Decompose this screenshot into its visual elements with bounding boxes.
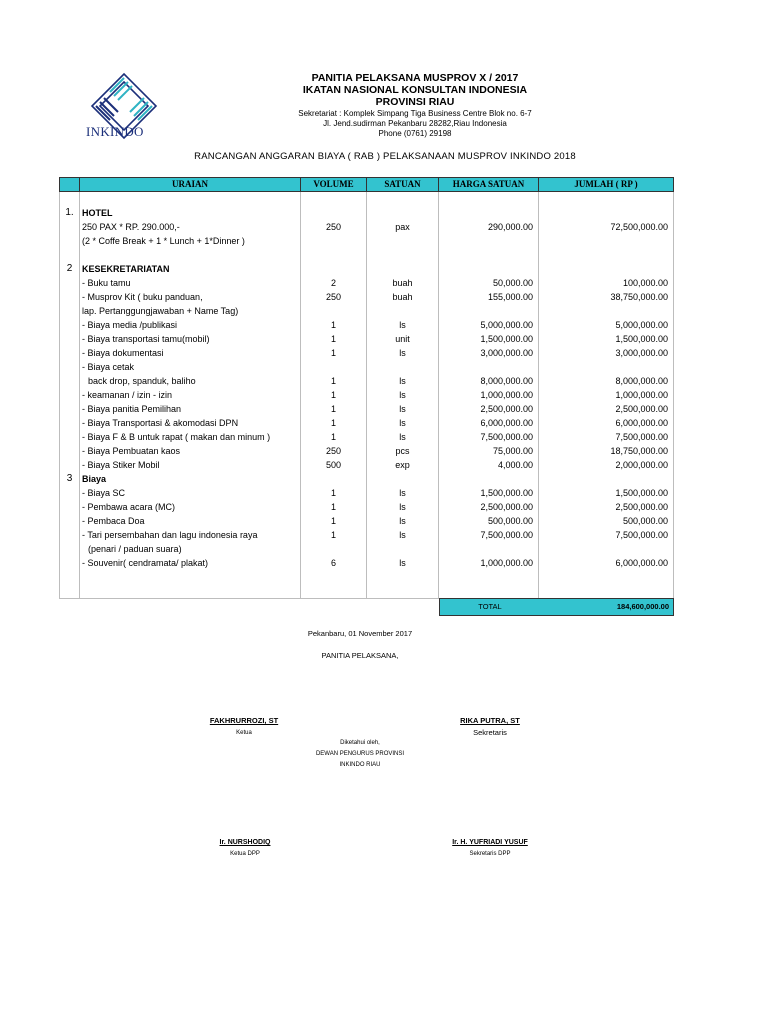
table-cell: 290,000.00 xyxy=(439,220,539,234)
table-cell: 5,000,000.00 xyxy=(439,318,539,332)
table-cell: ls xyxy=(367,402,439,416)
dpp-ketua-name: Ir. NURSHODIQ xyxy=(219,839,271,846)
table-cell xyxy=(60,514,80,528)
table-cell xyxy=(439,542,539,556)
table-cell: - Biaya Transportasi & akomodasi DPN xyxy=(80,416,301,430)
table-cell: ls xyxy=(367,556,439,570)
table-cell: - Buku tamu xyxy=(80,276,301,290)
table-cell: exp xyxy=(367,458,439,472)
table-cell xyxy=(60,290,80,304)
table-cell xyxy=(60,276,80,290)
diketahui-line1: Diketahui oleh, xyxy=(340,740,380,746)
table-cell: (2 * Coffe Break + 1 * Lunch + 1*Dinner ) xyxy=(80,234,301,248)
table-cell xyxy=(539,192,674,207)
table-cell: - Musprov Kit ( buku panduan, xyxy=(80,290,301,304)
table-cell xyxy=(539,262,674,276)
table-cell xyxy=(80,192,301,207)
table-cell xyxy=(301,206,367,220)
table-cell xyxy=(539,570,674,584)
column-header: JUMLAH ( RP ) xyxy=(539,178,674,192)
table-cell: ls xyxy=(367,500,439,514)
table-row xyxy=(60,570,674,584)
table-row xyxy=(60,276,674,290)
diketahui-line3: INKINDO RIAU xyxy=(339,762,381,768)
table-cell: 1 xyxy=(301,486,367,500)
table-cell: KESEKRETARIATAN xyxy=(80,262,301,276)
table-cell xyxy=(60,528,80,542)
table-cell: 1 xyxy=(301,332,367,346)
table-cell: 7,500,000.00 xyxy=(539,528,674,542)
table-cell: 2,000,000.00 xyxy=(539,458,674,472)
table-row xyxy=(60,430,674,444)
table-cell: 3 xyxy=(60,472,80,486)
table-cell xyxy=(60,220,80,234)
table-cell xyxy=(60,388,80,402)
table-cell: 100,000.00 xyxy=(539,276,674,290)
table-cell: 1,000,000.00 xyxy=(439,556,539,570)
table-cell xyxy=(367,234,439,248)
table-cell: 1,000,000.00 xyxy=(539,388,674,402)
table-cell: 2 xyxy=(301,276,367,290)
table-cell xyxy=(367,248,439,262)
table-cell: 1 xyxy=(301,346,367,360)
ketua-role: Ketua xyxy=(236,730,252,736)
table-cell xyxy=(301,248,367,262)
table-row xyxy=(60,374,674,388)
table-cell: 75,000.00 xyxy=(439,444,539,458)
table-row xyxy=(60,248,674,262)
table-cell xyxy=(301,304,367,318)
table-cell: - Biaya cetak xyxy=(80,360,301,374)
table-cell xyxy=(439,192,539,207)
table-cell: lap. Pertanggungjawaban + Name Tag) xyxy=(80,304,301,318)
table-cell: 500 xyxy=(301,458,367,472)
table-cell: 1. xyxy=(60,206,80,220)
table-row xyxy=(60,402,674,416)
table-cell: 6,000,000.00 xyxy=(539,416,674,430)
total-row xyxy=(439,598,674,616)
table-cell xyxy=(539,472,674,486)
table-cell: - Pembawa acara (MC) xyxy=(80,500,301,514)
table-cell xyxy=(367,192,439,207)
table-row xyxy=(60,206,674,220)
table-cell xyxy=(60,234,80,248)
table-cell: 1,500,000.00 xyxy=(439,486,539,500)
table-cell xyxy=(367,472,439,486)
table-cell xyxy=(367,360,439,374)
table-cell: ls xyxy=(367,430,439,444)
table-cell xyxy=(60,402,80,416)
table-row xyxy=(60,584,674,599)
table-cell: - Tari persembahan dan lagu indonesia raya xyxy=(80,528,301,542)
table-row xyxy=(60,304,674,318)
table-cell: 1 xyxy=(301,528,367,542)
table-row xyxy=(60,528,674,542)
ketua-name: FAKHRURROZI, ST xyxy=(209,716,279,725)
table-cell: buah xyxy=(367,276,439,290)
table-cell xyxy=(80,570,301,584)
column-header xyxy=(60,178,80,192)
table-cell xyxy=(60,458,80,472)
table-cell: 2,500,000.00 xyxy=(439,500,539,514)
table-cell: 1 xyxy=(301,416,367,430)
table-row xyxy=(60,234,674,248)
table-cell xyxy=(80,584,301,599)
table-row xyxy=(60,542,674,556)
table-cell: 7,500,000.00 xyxy=(439,430,539,444)
table-cell xyxy=(301,472,367,486)
rab-table xyxy=(59,177,674,599)
table-cell xyxy=(301,360,367,374)
table-cell: 250 xyxy=(301,290,367,304)
table-cell: - Biaya F & B untuk rapat ( makan dan minum ) xyxy=(80,430,301,444)
table-cell: 4,000.00 xyxy=(439,458,539,472)
table-cell xyxy=(301,234,367,248)
table-row xyxy=(60,346,674,360)
dpp-ketua-role: Ketua DPP xyxy=(230,851,260,857)
table-cell: 5,000,000.00 xyxy=(539,318,674,332)
table-cell: 155,000.00 xyxy=(439,290,539,304)
table-row xyxy=(60,444,674,458)
table-cell: unit xyxy=(367,332,439,346)
table-cell: (penari / paduan suara) xyxy=(80,542,301,556)
table-cell xyxy=(439,304,539,318)
table-cell xyxy=(301,542,367,556)
table-cell: buah xyxy=(367,290,439,304)
table-cell xyxy=(60,248,80,262)
table-cell xyxy=(60,374,80,388)
table-cell: 6,000,000.00 xyxy=(539,556,674,570)
table-header-row xyxy=(60,178,674,192)
table-cell: 6 xyxy=(301,556,367,570)
table-cell xyxy=(539,248,674,262)
table-cell xyxy=(439,584,539,599)
table-cell: - Souvenir( cendramata/ plakat) xyxy=(80,556,301,570)
table-cell: ls xyxy=(367,374,439,388)
sekretaris-name: RIKA PUTRA, ST xyxy=(460,716,520,725)
table-cell xyxy=(60,542,80,556)
total-value: 184,600,000.00 xyxy=(616,602,669,611)
table-cell xyxy=(60,332,80,346)
table-cell xyxy=(60,430,80,444)
table-cell: 1,000,000.00 xyxy=(439,388,539,402)
table-cell xyxy=(439,262,539,276)
table-row xyxy=(60,500,674,514)
logo-text: INKINDO xyxy=(86,124,144,139)
table-cell: 1 xyxy=(301,514,367,528)
table-cell xyxy=(301,584,367,599)
table-cell: 3,000,000.00 xyxy=(539,346,674,360)
table-cell xyxy=(301,192,367,207)
table-cell: 18,750,000.00 xyxy=(539,444,674,458)
document-title: RANCANGAN ANGGARAN BIAYA ( RAB ) PELAKSANAAN MUSPROV INKINDO 2018 xyxy=(194,151,576,162)
panitia-label: PANITIA PELAKSANA, xyxy=(321,651,399,660)
phone-line: Phone (0761) 29198 xyxy=(378,129,452,138)
table-cell xyxy=(60,360,80,374)
table-cell: - Biaya Pembuatan kaos xyxy=(80,444,301,458)
table-cell: 500,000.00 xyxy=(439,514,539,528)
table-cell xyxy=(80,248,301,262)
table-row xyxy=(60,514,674,528)
table-cell: ls xyxy=(367,486,439,500)
address-line1: Sekretariat : Komplek Simpang Tiga Business Centre Blok no. 6-7 xyxy=(298,109,532,118)
column-header: HARGA SATUAN xyxy=(439,178,539,192)
table-cell: 50,000.00 xyxy=(439,276,539,290)
table-cell xyxy=(367,262,439,276)
table-cell xyxy=(60,584,80,599)
table-cell: 2,500,000.00 xyxy=(539,402,674,416)
org-line1: PANITIA PELAKSANA MUSPROV X / 2017 xyxy=(311,72,519,84)
table-cell xyxy=(301,262,367,276)
table-cell xyxy=(60,318,80,332)
table-cell: 500,000.00 xyxy=(539,514,674,528)
table-row xyxy=(60,192,674,207)
table-cell: 1 xyxy=(301,402,367,416)
table-cell xyxy=(539,542,674,556)
table-cell xyxy=(539,206,674,220)
table-cell: 250 PAX * RP. 290.000,- xyxy=(80,220,301,234)
table-cell: - Biaya panitia Pemilihan xyxy=(80,402,301,416)
table-cell xyxy=(367,584,439,599)
table-cell xyxy=(539,304,674,318)
table-row xyxy=(60,360,674,374)
table-row xyxy=(60,458,674,472)
table-cell xyxy=(439,248,539,262)
table-cell xyxy=(367,570,439,584)
column-header: URAIAN xyxy=(80,178,301,192)
table-cell: 1,500,000.00 xyxy=(439,332,539,346)
table-row xyxy=(60,388,674,402)
table-row xyxy=(60,220,674,234)
table-cell: - Biaya SC xyxy=(80,486,301,500)
table-cell: 250 xyxy=(301,444,367,458)
table-cell: 2,500,000.00 xyxy=(539,500,674,514)
table-cell: - keamanan / izin - izin xyxy=(80,388,301,402)
table-cell: 2 xyxy=(60,262,80,276)
column-header: VOLUME xyxy=(301,178,367,192)
table-cell xyxy=(539,584,674,599)
table-cell xyxy=(60,570,80,584)
table-cell xyxy=(60,486,80,500)
table-cell xyxy=(60,304,80,318)
column-header: SATUAN xyxy=(367,178,439,192)
table-cell: ls xyxy=(367,388,439,402)
table-cell: 6,000,000.00 xyxy=(439,416,539,430)
table-row xyxy=(60,472,674,486)
table-cell: 7,500,000.00 xyxy=(539,430,674,444)
table-row xyxy=(60,332,674,346)
table-row xyxy=(60,486,674,500)
total-label: TOTAL xyxy=(478,602,502,611)
table-cell: - Biaya dokumentasi xyxy=(80,346,301,360)
table-cell xyxy=(367,304,439,318)
table-cell: ls xyxy=(367,318,439,332)
table-row xyxy=(60,290,674,304)
table-cell: 1,500,000.00 xyxy=(539,486,674,500)
table-cell xyxy=(60,556,80,570)
table-cell xyxy=(367,542,439,556)
table-cell: 1 xyxy=(301,500,367,514)
table-cell: 8,000,000.00 xyxy=(439,374,539,388)
table-row xyxy=(60,416,674,430)
table-cell xyxy=(60,444,80,458)
table-cell: 1 xyxy=(301,374,367,388)
table-cell: 1,500,000.00 xyxy=(539,332,674,346)
table-cell: 8,000,000.00 xyxy=(539,374,674,388)
table-cell xyxy=(439,472,539,486)
table-cell xyxy=(60,416,80,430)
table-cell: ls xyxy=(367,346,439,360)
table-row xyxy=(60,262,674,276)
table-cell xyxy=(539,360,674,374)
table-cell: 7,500,000.00 xyxy=(439,528,539,542)
table-cell: 72,500,000.00 xyxy=(539,220,674,234)
table-cell: 3,000,000.00 xyxy=(439,346,539,360)
table-cell xyxy=(439,234,539,248)
place-date: Pekanbaru, 01 November 2017 xyxy=(307,629,413,638)
address-line2: Jl. Jend.sudirman Pekanbaru 28282,Riau Indonesia xyxy=(323,119,507,128)
table-cell: ls xyxy=(367,528,439,542)
table-cell xyxy=(60,192,80,207)
org-line2: IKATAN NASIONAL KONSULTAN INDONESIA xyxy=(302,84,528,96)
table-cell: - Biaya media /publikasi xyxy=(80,318,301,332)
table-cell: pcs xyxy=(367,444,439,458)
table-cell xyxy=(439,570,539,584)
table-row xyxy=(60,318,674,332)
dpp-sekretaris-name: Ir. H. YUFRIADI YUSUF xyxy=(452,839,528,846)
table-cell xyxy=(539,234,674,248)
table-cell: 1 xyxy=(301,318,367,332)
table-cell xyxy=(439,206,539,220)
table-cell: pax xyxy=(367,220,439,234)
table-cell xyxy=(439,360,539,374)
table-cell: ls xyxy=(367,514,439,528)
diketahui-line2: DEWAN PENGURUS PROVINSI xyxy=(315,751,405,757)
table-cell: ls xyxy=(367,416,439,430)
table-cell xyxy=(60,500,80,514)
dpp-sekretaris-role: Sekretaris DPP xyxy=(469,851,511,857)
table-cell: - Pembaca Doa xyxy=(80,514,301,528)
table-cell: - Biaya Stiker Mobil xyxy=(80,458,301,472)
table-cell: - Biaya transportasi tamu(mobil) xyxy=(80,332,301,346)
table-cell xyxy=(367,206,439,220)
table-cell: 38,750,000.00 xyxy=(539,290,674,304)
table-cell: 250 xyxy=(301,220,367,234)
org-line3: PROVINSI RIAU xyxy=(375,96,455,108)
table-cell: HOTEL xyxy=(80,206,301,220)
table-cell: Biaya xyxy=(80,472,301,486)
table-cell: 1 xyxy=(301,388,367,402)
table-cell: 1 xyxy=(301,430,367,444)
table-cell: 2,500,000.00 xyxy=(439,402,539,416)
table-cell: back drop, spanduk, baliho xyxy=(80,374,301,388)
table-cell xyxy=(60,346,80,360)
sekretaris-role: Sekretaris xyxy=(473,728,507,737)
table-row xyxy=(60,556,674,570)
table-cell xyxy=(301,570,367,584)
